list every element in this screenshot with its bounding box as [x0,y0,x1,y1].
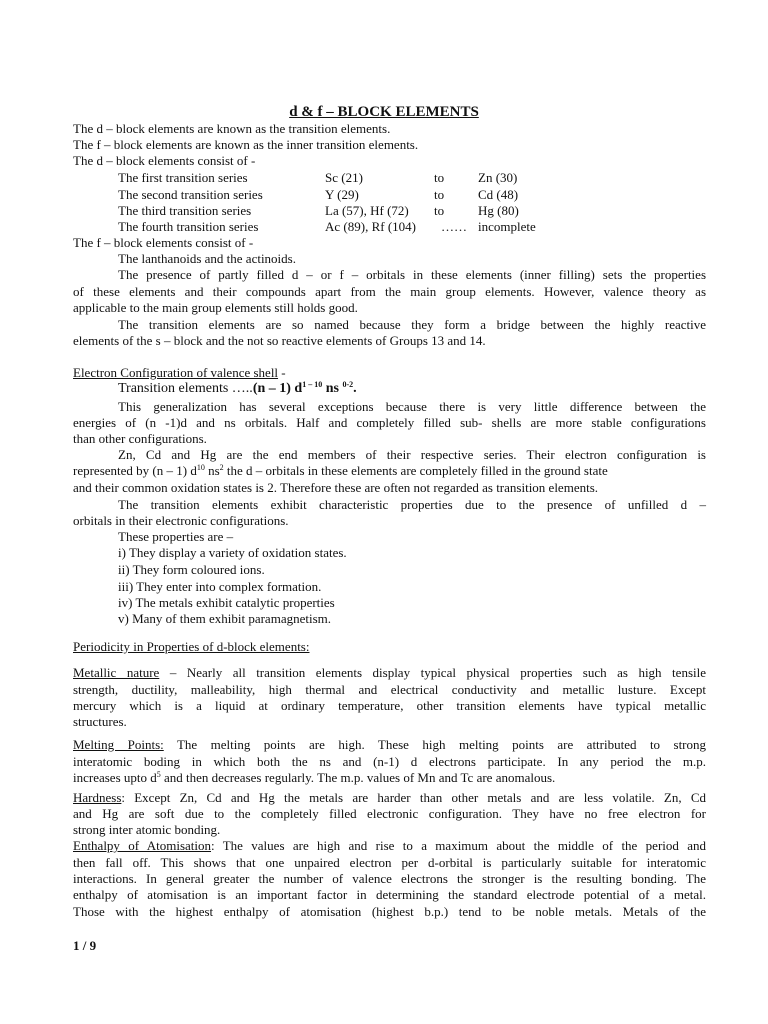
text-run: the d – orbitals in these elements are completely filled in the ground state [223,463,608,478]
formula-superscript: 0-2 [342,380,354,389]
paragraph-line: of these elements and their compounds apart from the main group elements. However, valence theory as [73,284,706,299]
intro-line: The f – block elements are known as the inner transition elements. [73,137,419,152]
superscript: 5 [156,770,161,779]
paragraph-line: elements of the s – block and the not so reactive elements of Groups 13 and 14. [73,333,486,348]
intro-line: The d – block elements consist of - [73,153,256,168]
text-run: : Except Zn, Cd and Hg the metals are harder than other metals and are less volatile. Zn, Cd [121,790,706,805]
formula-end: . [353,381,357,396]
section-heading: Periodicity in Properties of d-block elements: [73,639,310,654]
series-sep: to [434,170,445,185]
term-label: Enthalpy of Atomisation [73,838,212,853]
series-start: Ac (89), Rf (104) [325,219,416,234]
paragraph-line: interactions. In general greater the number of valence electrons the stronger is the resulting bonding. The [73,871,706,886]
formula-text: ns [322,381,343,396]
paragraph-line: interatomic boding in which both the ns and (n-1) d electrons participate. In any period the m.p. [73,754,706,769]
paragraph-line: The transition elements are so named because they form a bridge between the highly reactive [118,317,706,332]
paragraph-line: energies of (n -1)d and ns orbitals. Half and completely filled sub- shells are more stable configurations [73,415,706,430]
page-title: d & f – BLOCK ELEMENTS [289,104,479,120]
text-run: The m.p. values of Mn and Tc are anomalous. [314,770,556,785]
paragraph-line: enthalpy of atomisation is an important factor in determining the standard electrode potential of a metal. [73,887,706,902]
paragraph-line: The transition elements exhibit characteristic properties due to the presence of unfilled d – [118,497,706,512]
text-run: ns [204,463,220,478]
series-end: Hg (80) [478,203,519,218]
section-heading [73,365,286,381]
fblock-line: The f – block elements consist of - [73,235,254,250]
text-run: – Nearly all transition elements display typical physical properties such as high tensile [159,665,706,680]
formula-prefix: Transition elements ….. [118,381,253,396]
paragraph-line: Those with the highest enthalpy of atomisation (highest b.p.) tend to be noble metals. Metals of the [73,904,706,919]
series-name: The first transition series [118,170,248,185]
list-item: i) They display a variety of oxidation states. [118,545,347,560]
paragraph-line [73,737,706,753]
paragraph-line [73,665,706,681]
paragraph-line: This generalization has several exceptions because there is very little difference between the [118,399,706,414]
page-number: 1 / 9 [73,938,97,953]
series-sep: to [434,187,445,202]
ec-heading-tail: - [278,365,286,380]
paragraph-line: strength, ductility, malleability, high thermal and electrical conductivity and metallic lusture. Except [73,682,706,697]
list-item: v) Many of them exhibit paramagnetism. [118,611,332,626]
paragraph-line [73,770,555,788]
formula-line [118,381,357,398]
paragraph-line: Zn, Cd and Hg are the end members of their respective series. Their electron configuration is [118,447,706,462]
paragraph-line [73,838,706,854]
paragraph-line: The presence of partly filled d – or f – orbitals in these elements (inner filling) sets the properties [118,267,706,282]
ec-heading: Electron Configuration of valence shell [73,365,279,380]
paragraph-line: than other configurations. [73,431,207,446]
paragraph-line: orbitals in their electronic configurations. [73,513,289,528]
superscript: 2 [219,463,224,472]
paragraph-line: strong inter atomic bonding. [73,822,221,837]
series-end: Cd (48) [478,187,519,202]
list-item: iv) The metals exhibit catalytic properties [118,595,335,610]
series-start: Y (29) [325,187,359,202]
paragraph-line: and Hg are soft due to the completely filled electronic configuration. They have no free electron for [73,806,706,821]
series-end: Zn (30) [478,170,518,185]
paragraph-line [73,790,706,806]
series-sep: …… [441,219,467,234]
intro-line: The d – block elements are known as the transition elements. [73,121,391,136]
paragraph-line [73,463,706,481]
series-name: The third transition series [118,203,252,218]
paragraph-line: applicable to the main group elements still holds good. [73,300,358,315]
text-run: : The values are high and rise to a maximum about the middle of the period and [211,838,706,853]
series-name: The second transition series [118,187,263,202]
series-end: incomplete [478,219,536,234]
paragraph-line: structures. [73,714,127,729]
props-intro: These properties are – [118,529,234,544]
superscript: 10 [196,463,205,472]
formula-text: (n – 1) d [252,381,303,396]
term-label: Melting Points: [73,737,164,752]
text-run: The melting points are high. These high melting points are attributed to strong [163,737,707,752]
series-sep: to [434,203,445,218]
paragraph-line: then fall off. This shows that one unpaired electron per d-orbital is particularly suitable for interatomic [73,855,706,870]
text-run: increases upto d [73,770,157,785]
fblock-line: The lanthanoids and the actinoids. [118,251,296,266]
series-start: Sc (21) [325,170,363,185]
paragraph-line: mercury which is a liquid at ordinary temperature, other transition elements have typical metallic [73,698,706,713]
term-label: Hardness [73,790,122,805]
term-label: Metallic nature [73,665,160,680]
text-run: represented by (n – 1) d [73,463,197,478]
text-run: and then decreases regularly. [160,770,315,785]
list-item: iii) They enter into complex formation. [118,579,322,594]
series-name: The fourth transition series [118,219,259,234]
formula-superscript: 1 – 10 [302,380,323,389]
series-start: La (57), Hf (72) [325,203,409,218]
list-item: ii) They form coloured ions. [118,562,265,577]
paragraph-line: and their common oxidation states is 2. Therefore these are often not regarded as transition elements. [73,480,599,495]
